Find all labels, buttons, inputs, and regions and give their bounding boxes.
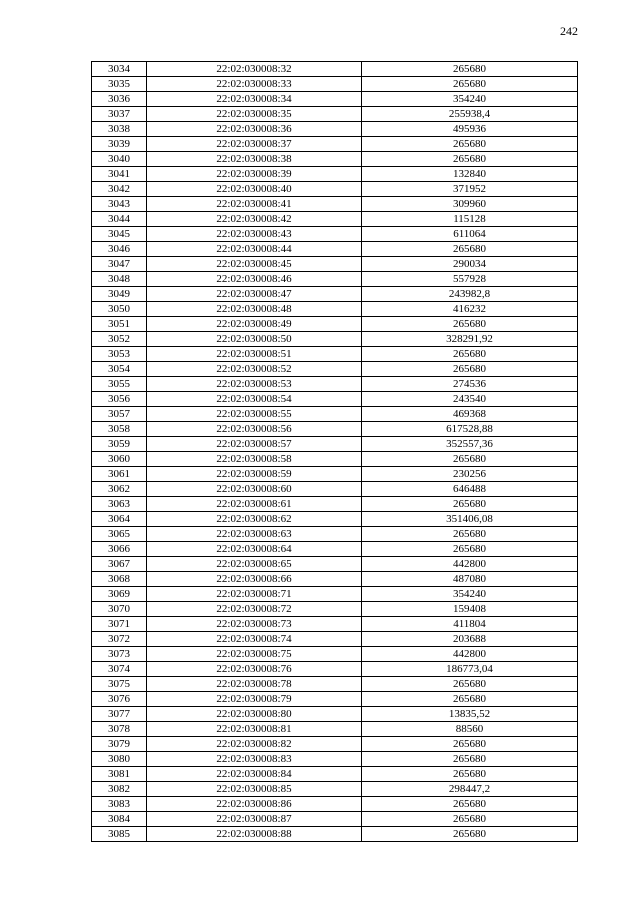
table-row <box>92 797 578 812</box>
table-row <box>92 692 578 707</box>
cadastral-number-cell: 22:02:030008:73 <box>147 617 362 632</box>
row-number-cell: 3074 <box>92 662 147 677</box>
value-cell: 265680 <box>362 737 578 752</box>
table-row <box>92 257 578 272</box>
table-row <box>92 512 578 527</box>
row-number-cell: 3062 <box>92 482 147 497</box>
value-cell: 354240 <box>362 587 578 602</box>
value-cell: 298447,2 <box>362 782 578 797</box>
cadastral-number-cell: 22:02:030008:36 <box>147 122 362 137</box>
row-number-cell: 3084 <box>92 812 147 827</box>
value-cell: 265680 <box>362 827 578 842</box>
row-number-cell: 3059 <box>92 437 147 452</box>
cadastral-number-cell: 22:02:030008:75 <box>147 647 362 662</box>
row-number-cell: 3046 <box>92 242 147 257</box>
row-number-cell: 3057 <box>92 407 147 422</box>
row-number-cell: 3068 <box>92 572 147 587</box>
cadastral-number-cell: 22:02:030008:88 <box>147 827 362 842</box>
row-number-cell: 3081 <box>92 767 147 782</box>
row-number-cell: 3076 <box>92 692 147 707</box>
row-number-cell: 3034 <box>92 62 147 77</box>
row-number-cell: 3044 <box>92 212 147 227</box>
cadastral-number-cell: 22:02:030008:66 <box>147 572 362 587</box>
row-number-cell: 3080 <box>92 752 147 767</box>
value-cell: 495936 <box>362 122 578 137</box>
value-cell: 265680 <box>362 317 578 332</box>
table-row <box>92 197 578 212</box>
table-row <box>92 287 578 302</box>
row-number-cell: 3066 <box>92 542 147 557</box>
value-cell: 265680 <box>362 797 578 812</box>
row-number-cell: 3039 <box>92 137 147 152</box>
row-number-cell: 3051 <box>92 317 147 332</box>
cadastral-number-cell: 22:02:030008:81 <box>147 722 362 737</box>
table-row <box>92 332 578 347</box>
table-body <box>92 62 578 842</box>
table-row <box>92 212 578 227</box>
row-number-cell: 3054 <box>92 362 147 377</box>
row-number-cell: 3079 <box>92 737 147 752</box>
row-number-cell: 3035 <box>92 77 147 92</box>
value-cell: 371952 <box>362 182 578 197</box>
value-cell: 352557,36 <box>362 437 578 452</box>
row-number-cell: 3040 <box>92 152 147 167</box>
table-row <box>92 122 578 137</box>
table-row <box>92 542 578 557</box>
value-cell: 265680 <box>362 242 578 257</box>
cadastral-number-cell: 22:02:030008:79 <box>147 692 362 707</box>
value-cell: 469368 <box>362 407 578 422</box>
cadastral-number-cell: 22:02:030008:63 <box>147 527 362 542</box>
row-number-cell: 3050 <box>92 302 147 317</box>
cadastral-number-cell: 22:02:030008:47 <box>147 287 362 302</box>
table-row <box>92 437 578 452</box>
table-row <box>92 362 578 377</box>
table-row <box>92 647 578 662</box>
table-row <box>92 392 578 407</box>
cadastral-number-cell: 22:02:030008:78 <box>147 677 362 692</box>
cadastral-number-cell: 22:02:030008:56 <box>147 422 362 437</box>
row-number-cell: 3069 <box>92 587 147 602</box>
value-cell: 115128 <box>362 212 578 227</box>
value-cell: 617528,88 <box>362 422 578 437</box>
table-row <box>92 767 578 782</box>
cadastral-number-cell: 22:02:030008:83 <box>147 752 362 767</box>
value-cell: 159408 <box>362 602 578 617</box>
table-row <box>92 752 578 767</box>
cadastral-number-cell: 22:02:030008:82 <box>147 737 362 752</box>
value-cell: 442800 <box>362 647 578 662</box>
value-cell: 265680 <box>362 77 578 92</box>
row-number-cell: 3036 <box>92 92 147 107</box>
row-number-cell: 3052 <box>92 332 147 347</box>
value-cell: 265680 <box>362 677 578 692</box>
cadastral-number-cell: 22:02:030008:65 <box>147 557 362 572</box>
table-row <box>92 77 578 92</box>
cadastral-number-cell: 22:02:030008:59 <box>147 467 362 482</box>
value-cell: 265680 <box>362 812 578 827</box>
table-row <box>92 152 578 167</box>
row-number-cell: 3053 <box>92 347 147 362</box>
value-cell: 611064 <box>362 227 578 242</box>
value-cell: 265680 <box>362 62 578 77</box>
cadastral-number-cell: 22:02:030008:38 <box>147 152 362 167</box>
value-cell: 243540 <box>362 392 578 407</box>
table-row <box>92 707 578 722</box>
table-row <box>92 497 578 512</box>
table-row <box>92 227 578 242</box>
cadastral-number-cell: 22:02:030008:58 <box>147 452 362 467</box>
row-number-cell: 3049 <box>92 287 147 302</box>
value-cell: 265680 <box>362 692 578 707</box>
row-number-cell: 3078 <box>92 722 147 737</box>
value-cell: 411804 <box>362 617 578 632</box>
row-number-cell: 3070 <box>92 602 147 617</box>
row-number-cell: 3072 <box>92 632 147 647</box>
cadastral-number-cell: 22:02:030008:85 <box>147 782 362 797</box>
table-row <box>92 302 578 317</box>
row-number-cell: 3041 <box>92 167 147 182</box>
table-row <box>92 467 578 482</box>
table-row <box>92 632 578 647</box>
value-cell: 265680 <box>362 542 578 557</box>
cadastral-number-cell: 22:02:030008:57 <box>147 437 362 452</box>
table-row <box>92 92 578 107</box>
value-cell: 265680 <box>362 152 578 167</box>
value-cell: 354240 <box>362 92 578 107</box>
cadastral-number-cell: 22:02:030008:72 <box>147 602 362 617</box>
cadastral-number-cell: 22:02:030008:40 <box>147 182 362 197</box>
cadastral-number-cell: 22:02:030008:50 <box>147 332 362 347</box>
row-number-cell: 3083 <box>92 797 147 812</box>
table-row <box>92 482 578 497</box>
value-cell: 265680 <box>362 362 578 377</box>
row-number-cell: 3048 <box>92 272 147 287</box>
cadastral-number-cell: 22:02:030008:80 <box>147 707 362 722</box>
table-row <box>92 737 578 752</box>
table-row <box>92 827 578 842</box>
cadastral-number-cell: 22:02:030008:61 <box>147 497 362 512</box>
table-row <box>92 167 578 182</box>
row-number-cell: 3063 <box>92 497 147 512</box>
table-row <box>92 182 578 197</box>
value-cell: 265680 <box>362 752 578 767</box>
value-cell: 416232 <box>362 302 578 317</box>
row-number-cell: 3071 <box>92 617 147 632</box>
table-row <box>92 572 578 587</box>
row-number-cell: 3067 <box>92 557 147 572</box>
value-cell: 255938,4 <box>362 107 578 122</box>
cadastral-number-cell: 22:02:030008:74 <box>147 632 362 647</box>
cadastral-number-cell: 22:02:030008:84 <box>147 767 362 782</box>
table-row <box>92 677 578 692</box>
table-row <box>92 407 578 422</box>
value-cell: 487080 <box>362 572 578 587</box>
cadastral-number-cell: 22:02:030008:32 <box>147 62 362 77</box>
value-cell: 557928 <box>362 272 578 287</box>
row-number-cell: 3045 <box>92 227 147 242</box>
value-cell: 290034 <box>362 257 578 272</box>
value-cell: 265680 <box>362 527 578 542</box>
table-row <box>92 527 578 542</box>
cadastral-number-cell: 22:02:030008:37 <box>147 137 362 152</box>
table-row <box>92 62 578 77</box>
cadastral-number-cell: 22:02:030008:71 <box>147 587 362 602</box>
row-number-cell: 3064 <box>92 512 147 527</box>
cadastral-number-cell: 22:02:030008:44 <box>147 242 362 257</box>
value-cell: 265680 <box>362 452 578 467</box>
row-number-cell: 3075 <box>92 677 147 692</box>
page-number: 242 <box>560 24 578 38</box>
table-row <box>92 617 578 632</box>
row-number-cell: 3060 <box>92 452 147 467</box>
row-number-cell: 3047 <box>92 257 147 272</box>
value-cell: 351406,08 <box>362 512 578 527</box>
table-row <box>92 812 578 827</box>
row-number-cell: 3055 <box>92 377 147 392</box>
row-number-cell: 3065 <box>92 527 147 542</box>
cadastral-number-cell: 22:02:030008:76 <box>147 662 362 677</box>
cadastral-number-cell: 22:02:030008:35 <box>147 107 362 122</box>
table-row <box>92 557 578 572</box>
value-cell: 203688 <box>362 632 578 647</box>
table-row <box>92 272 578 287</box>
cadastral-number-cell: 22:02:030008:45 <box>147 257 362 272</box>
row-number-cell: 3043 <box>92 197 147 212</box>
value-cell: 132840 <box>362 167 578 182</box>
cadastral-number-cell: 22:02:030008:53 <box>147 377 362 392</box>
row-number-cell: 3061 <box>92 467 147 482</box>
table-row <box>92 662 578 677</box>
row-number-cell: 3042 <box>92 182 147 197</box>
value-cell: 265680 <box>362 137 578 152</box>
value-cell: 13835,52 <box>362 707 578 722</box>
table-row <box>92 317 578 332</box>
cadastral-number-cell: 22:02:030008:49 <box>147 317 362 332</box>
cadastral-number-cell: 22:02:030008:55 <box>147 407 362 422</box>
table-row <box>92 377 578 392</box>
cadastral-number-cell: 22:02:030008:48 <box>147 302 362 317</box>
cadastral-number-cell: 22:02:030008:41 <box>147 197 362 212</box>
cadastral-number-cell: 22:02:030008:52 <box>147 362 362 377</box>
cadastral-number-cell: 22:02:030008:46 <box>147 272 362 287</box>
table-row <box>92 452 578 467</box>
table-row <box>92 137 578 152</box>
cadastral-number-cell: 22:02:030008:86 <box>147 797 362 812</box>
cadastral-number-cell: 22:02:030008:60 <box>147 482 362 497</box>
row-number-cell: 3058 <box>92 422 147 437</box>
cadastral-number-cell: 22:02:030008:64 <box>147 542 362 557</box>
value-cell: 274536 <box>362 377 578 392</box>
row-number-cell: 3038 <box>92 122 147 137</box>
table-row <box>92 107 578 122</box>
row-number-cell: 3082 <box>92 782 147 797</box>
cadastral-number-cell: 22:02:030008:51 <box>147 347 362 362</box>
row-number-cell: 3073 <box>92 647 147 662</box>
value-cell: 646488 <box>362 482 578 497</box>
value-cell: 442800 <box>362 557 578 572</box>
table-row <box>92 722 578 737</box>
cadastral-number-cell: 22:02:030008:39 <box>147 167 362 182</box>
table-row <box>92 242 578 257</box>
table-row <box>92 782 578 797</box>
value-cell: 186773,04 <box>362 662 578 677</box>
value-cell: 309960 <box>362 197 578 212</box>
value-cell: 230256 <box>362 467 578 482</box>
cadastral-number-cell: 22:02:030008:33 <box>147 77 362 92</box>
cadastral-number-cell: 22:02:030008:62 <box>147 512 362 527</box>
value-cell: 265680 <box>362 767 578 782</box>
value-cell: 88560 <box>362 722 578 737</box>
cadastral-number-cell: 22:02:030008:43 <box>147 227 362 242</box>
row-number-cell: 3056 <box>92 392 147 407</box>
value-cell: 328291,92 <box>362 332 578 347</box>
cadastral-number-cell: 22:02:030008:54 <box>147 392 362 407</box>
value-cell: 265680 <box>362 347 578 362</box>
cadastral-number-cell: 22:02:030008:42 <box>147 212 362 227</box>
cadastral-number-cell: 22:02:030008:34 <box>147 92 362 107</box>
row-number-cell: 3037 <box>92 107 147 122</box>
row-number-cell: 3085 <box>92 827 147 842</box>
table-row <box>92 347 578 362</box>
cadastral-value-table <box>91 61 578 842</box>
row-number-cell: 3077 <box>92 707 147 722</box>
table-row <box>92 422 578 437</box>
value-cell: 243982,8 <box>362 287 578 302</box>
table-row <box>92 602 578 617</box>
value-cell: 265680 <box>362 497 578 512</box>
table-row <box>92 587 578 602</box>
cadastral-number-cell: 22:02:030008:87 <box>147 812 362 827</box>
